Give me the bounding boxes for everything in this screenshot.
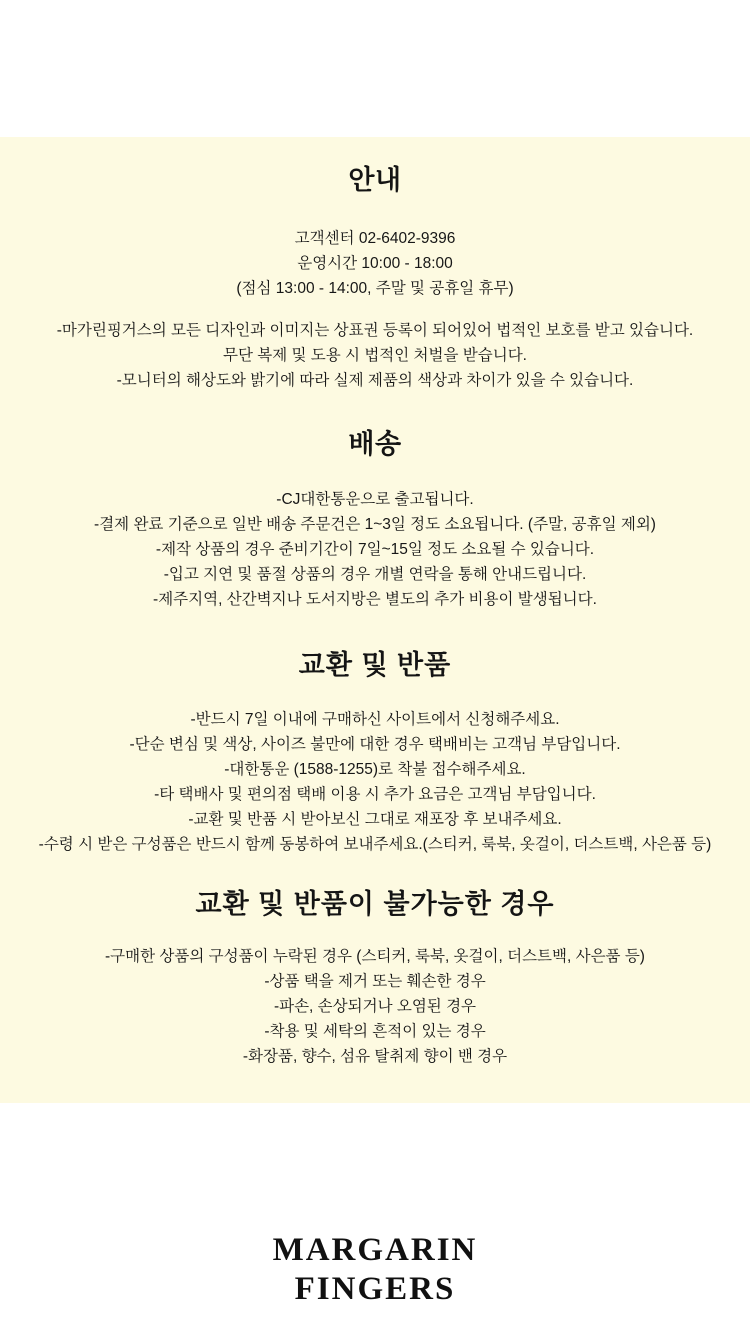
spacer xyxy=(18,301,732,318)
list-item: -착용 및 세탁의 흔적이 있는 경우 xyxy=(264,1023,486,1041)
section-shipping xyxy=(18,427,732,612)
list-item: -화장품, 향수, 섬유 탈취제 향이 밴 경우 xyxy=(242,1048,508,1066)
list-item: -수령 시 받은 구성품은 반드시 함께 동봉하여 보내주세요.(스티커, 룩북, 옷걸이, 더스트백, 사은품 등) xyxy=(38,836,712,854)
list-item: -단순 변심 및 색상, 사이즈 불만에 대한 경우 택배비는 고객님 부담입니다. xyxy=(129,736,621,754)
list-item: -결제 완료 기준으로 일반 배송 주문건은 1~3일 정도 소요됩니다. (주말, 공휴일 제외) xyxy=(94,516,656,534)
list-item: -CJ대한통운으로 출고됩니다. xyxy=(276,491,474,509)
exchange-title: 교환 및 반품 xyxy=(298,650,452,681)
spacer xyxy=(18,462,732,487)
list-item: -타 택배사 및 편의점 택배 이용 시 추가 요금은 고객님 부담입니다. xyxy=(154,786,596,804)
list-item: -마가린핑거스의 모든 디자인과 이미지는 상표권 등록이 되어있어 법적인 보호를 받고 있습니다. xyxy=(56,322,694,340)
notice-policy-lines xyxy=(18,318,732,393)
list-item: -교환 및 반품 시 받아보신 그대로 재포장 후 보내주세요. xyxy=(188,811,562,829)
shipping-title: 배송 xyxy=(348,429,402,460)
spacer xyxy=(18,683,732,707)
section-exchange xyxy=(18,648,732,857)
shipping-lines xyxy=(18,487,732,612)
impossible-lines xyxy=(18,944,732,1069)
top-spacer xyxy=(0,0,750,137)
brand-line-2: FINGERS xyxy=(294,1271,456,1308)
spacer xyxy=(18,612,732,648)
section-notice xyxy=(18,163,732,393)
list-item: -상품 택을 제거 또는 훼손한 경우 xyxy=(264,973,486,991)
list-item: -반드시 7일 이내에 구매하신 사이트에서 신청해주세요. xyxy=(190,711,560,729)
list-item: -대한통운 (1588-1255)로 착불 접수해주세요. xyxy=(224,761,526,779)
list-item: -구매한 상품의 구성품이 누락된 경우 (스티커, 룩북, 옷걸이, 더스트백, 사은품 등) xyxy=(105,948,645,966)
list-item: 운영시간 10:00 - 18:00 xyxy=(297,255,453,273)
notice-title: 안내 xyxy=(348,165,402,195)
list-item: -입고 지연 및 품절 상품의 경우 개별 연락을 통해 안내드립니다. xyxy=(163,566,587,584)
list-item: -파손, 손상되거나 오염된 경우 xyxy=(273,998,477,1016)
list-item: -제주지역, 산간벽지나 도서지방은 별도의 추가 비용이 발생됩니다. xyxy=(153,591,597,609)
list-item: -제작 상품의 경우 준비기간이 7일~15일 정도 소요될 수 있습니다. xyxy=(155,541,595,559)
impossible-title: 교환 및 반품이 불가능한 경우 xyxy=(195,889,555,920)
notice-contact-lines xyxy=(18,226,732,301)
spacer xyxy=(18,922,732,944)
brand-logo xyxy=(273,1231,478,1309)
list-item: (점심 13:00 - 14:00, 주말 및 공휴일 휴무) xyxy=(236,280,514,298)
section-exchange-impossible xyxy=(18,887,732,1069)
spacer xyxy=(18,857,732,887)
list-item: 무단 복제 및 도용 시 법적인 처벌을 받습니다. xyxy=(223,347,527,365)
notice-panel xyxy=(0,137,750,1103)
list-item: 고객센터 02-6402-9396 xyxy=(294,230,456,248)
brand-line-1: MARGARIN xyxy=(272,1232,478,1269)
brand-footer xyxy=(0,1103,750,1341)
exchange-lines xyxy=(18,707,732,857)
spacer xyxy=(18,393,732,427)
list-item: -모니터의 해상도와 밝기에 따라 실제 제품의 색상과 차이가 있을 수 있습니다. xyxy=(116,372,634,390)
spacer xyxy=(18,198,732,226)
